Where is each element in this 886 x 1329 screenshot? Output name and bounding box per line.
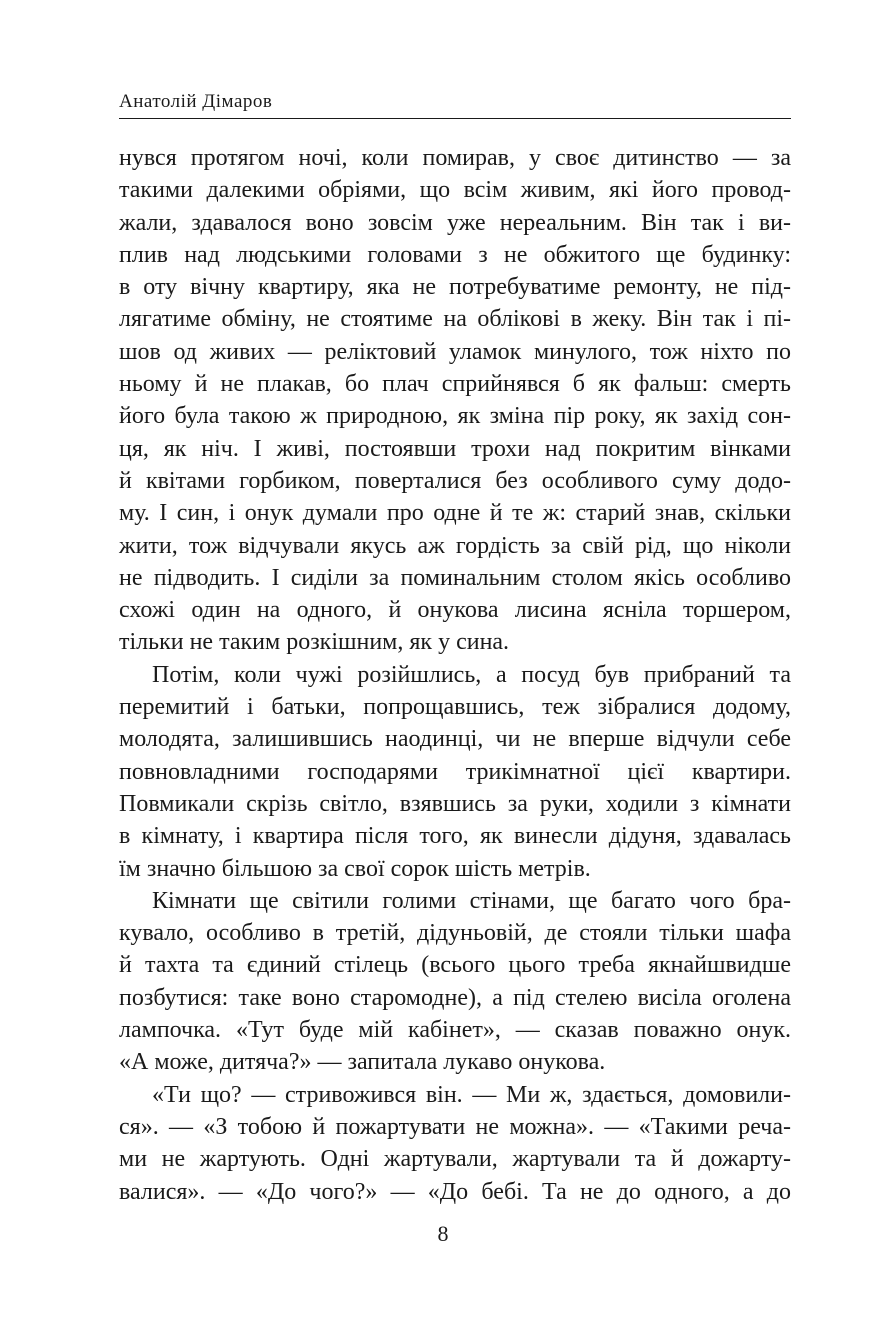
- text-line: Повмикали скрізь світло, взявшись за руки, ходили з кімнати: [119, 790, 791, 817]
- text-line: ся». — «З тобою й пожартувати не можна». — «Такими реча-: [119, 1113, 791, 1140]
- text-line: в кімнату, і квартира після того, як винесли дідуня, здавалась: [119, 823, 791, 850]
- text-line: шов од живих — реліктовий уламок минулого, тож ніхто по: [119, 338, 791, 365]
- header-rule: [119, 118, 791, 119]
- text-line: плив над людськими головами з не обжитого ще будинку:: [119, 241, 791, 268]
- text-line: кувало, особливо в третій, дідуньовій, де стояли тільки шафа: [119, 920, 791, 947]
- text-line: му. І син, і онук думали про одне й те ж: старий знав, скільки: [119, 500, 791, 527]
- text-line: жити, тож відчували якусь аж гордість за свій рід, що ніколи: [119, 532, 791, 559]
- text-line: не підводить. І сиділи за поминальним столом якісь особливо: [119, 564, 791, 591]
- text-line: ця, як ніч. І живі, постоявши трохи над покритим вінками: [119, 435, 791, 462]
- text-line: й квітами горбиком, поверталися без особливого суму додо-: [119, 467, 791, 494]
- text-line: повновладними господарями трикімнатної цієї квартири.: [119, 758, 791, 785]
- body-text: [119, 142, 791, 1208]
- text-line: валися». — «До чого?» — «До бебі. Та не до одного, а до: [119, 1178, 791, 1205]
- text-line: лягатиме обміну, не стоятиме на облікові в жеку. Він так і пі-: [119, 306, 791, 333]
- text-line: Кімнати ще світили голими стінами, ще багато чого бра-: [152, 887, 791, 914]
- paragraph: [119, 885, 791, 1079]
- text-line: його була такою ж природною, як зміна пір року, як захід сон-: [119, 403, 791, 430]
- text-line: схожі один на одного, й онукова лисина ясніла торшером,: [119, 597, 791, 624]
- text-line: лампочка. «Тут буде мій кабінет», — сказав поважно онук.: [119, 1017, 791, 1044]
- text-line: такими далекими обріями, що всім живим, які його провод-: [119, 177, 791, 204]
- text-line: Потім, коли чужі розійшлись, а посуд був прибраний та: [152, 661, 791, 688]
- text-line: «А може, дитяча?» — запитала лукаво онукова.: [119, 1049, 606, 1076]
- text-line: перемитий і батьки, попрощавшись, теж зібралися додому,: [119, 694, 791, 721]
- text-line: молодята, залишившись наодинці, чи не вперше відчули себе: [119, 726, 791, 753]
- text-line: тільки не таким розкішним, як у сина.: [119, 629, 510, 656]
- text-line: ньому й не плакав, бо плач сприйнявся б як фальш: смерть: [119, 371, 791, 398]
- text-line: «Ти що? — стривожився він. — Ми ж, здається, домовили-: [152, 1081, 791, 1108]
- text-line: ми не жартують. Одні жартували, жартували та й дожарту-: [119, 1146, 791, 1173]
- paragraph: [119, 1079, 791, 1208]
- paragraph: [119, 659, 791, 885]
- text-line: нувся протягом ночі, коли помирав, у своє дитинство — за: [119, 145, 791, 171]
- text-line: їм значно більшою за свої сорок шість метрів.: [119, 855, 591, 882]
- text-line: й тахта та єдиний стілець (всього цього треба якнайшвидше: [119, 952, 791, 979]
- text-line: жали, здавалося воно зовсім уже нереальним. Він так і ви-: [119, 209, 791, 236]
- page-number: 8: [437, 1221, 449, 1246]
- text-line: в оту вічну квартиру, яка не потребуватиме ремонту, не під-: [119, 274, 791, 301]
- text-line: позбутися: таке воно старомодне), а під стелею висіла оголена: [119, 984, 791, 1011]
- paragraph: [119, 142, 791, 659]
- running-head: Анатолій Дімаров: [119, 91, 273, 112]
